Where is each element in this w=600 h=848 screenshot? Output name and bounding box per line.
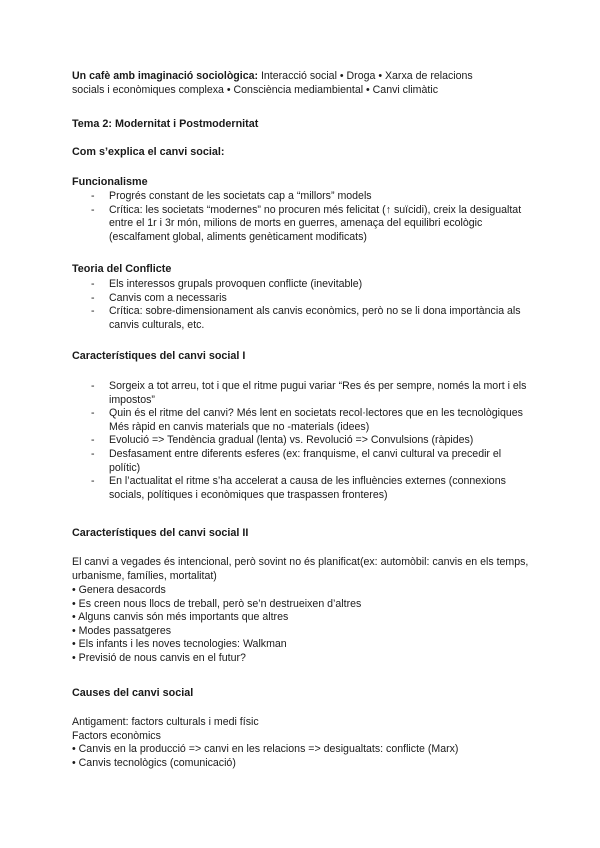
conflicte-heading: Teoria del Conflicte xyxy=(72,263,172,275)
list-item: Factors econòmics xyxy=(72,729,161,742)
list-item: • Previsió de nous canvis en el futur? xyxy=(72,651,246,664)
causes-lines xyxy=(72,716,532,770)
list-item: • Genera desacords xyxy=(72,584,166,596)
list-item: • Es creen nous llocs de treball, però se’n destrueixen d’altres xyxy=(72,597,362,610)
list-item: - Evolució => Tendència gradual (lenta) vs. Revolució => Convulsions (ràpides) xyxy=(72,434,532,448)
caract2-bullets xyxy=(72,584,532,666)
intro-topics-line2: socials i econòmiques complexa • Consciència mediambiental • Canvi climàtic xyxy=(72,83,438,96)
intro-topics: Interacció social • Droga • Xarxa de relacions xyxy=(258,70,473,82)
funcionalisme-heading: Funcionalisme xyxy=(72,176,148,188)
caract1-list xyxy=(72,380,532,502)
conflicte-list xyxy=(72,278,532,332)
causes-heading: Causes del canvi social xyxy=(72,687,194,699)
list-item: - Sorgeix a tot arreu, tot i que el ritme pugui variar “Res és per sempre, només la mort i els impostos” xyxy=(72,380,532,407)
list-item: - Quin és el ritme del canvi? Més lent en societats recol·lectores que en les tecnològiques Més ràpid en canvis materials que no -materials (idees) xyxy=(72,407,532,434)
list-item: • Modes passatgeres xyxy=(72,624,172,637)
caract2-heading: Característiques del canvi social II xyxy=(72,527,249,539)
list-item: - Progrés constant de les societats cap a “millors” models xyxy=(72,190,532,204)
list-item: • Canvis tecnològics (comunicació) xyxy=(72,756,236,769)
list-item: • Alguns canvis són més importants que altres xyxy=(72,611,289,624)
tema-heading: Tema 2: Modernitat i Postmodernitat xyxy=(72,118,259,130)
list-item: • Canvis en la producció => canvi en les relacions => desigualtats: conflicte (Marx) xyxy=(72,743,459,756)
caract2-paragraph: El canvi a vegades és intencional, però sovint no és planificat(ex: automòbil: canvis en els temps, urbanisme, famílies, mortalitat) xyxy=(72,556,529,582)
funcionalisme-list xyxy=(72,190,532,244)
list-item: Antigament: factors culturals i medi físic xyxy=(72,716,259,728)
caract1-heading: Característiques del canvi social I xyxy=(72,350,246,362)
list-item: - Crítica: les societats “modernes” no procuren més felicitat (↑ suïcidi), creix la desigualtat entre el 1r i 3r món, milions de morts en guerres, amenaça del equilibri ecològic (escalfament global, aliments genèticament modificats) xyxy=(72,204,532,245)
list-item: - En l’actualitat el ritme s’ha accelerat a causa de les influències externes (connexions socials, polítiques i econòmiques que traspassen fronteres) xyxy=(72,475,532,502)
list-item: • Els infants i les noves tecnologies: Walkman xyxy=(72,638,287,651)
intro-title: Un cafè amb imaginació sociològica: xyxy=(72,70,259,82)
question-heading: Com s’explica el canvi social: xyxy=(72,146,225,158)
list-item: - Canvis com a necessaris xyxy=(72,292,532,306)
list-item: - Els interessos grupals provoquen conflicte (inevitable) xyxy=(72,278,532,292)
list-item: - Desfasament entre diferents esferes (ex: franquisme, el canvi cultural va precedir el polític) xyxy=(72,448,532,475)
intro-paragraph xyxy=(72,70,532,97)
list-item: - Crítica: sobre-dimensionament als canvis econòmics, però no se li dona importància als canvis culturals, etc. xyxy=(72,305,532,332)
